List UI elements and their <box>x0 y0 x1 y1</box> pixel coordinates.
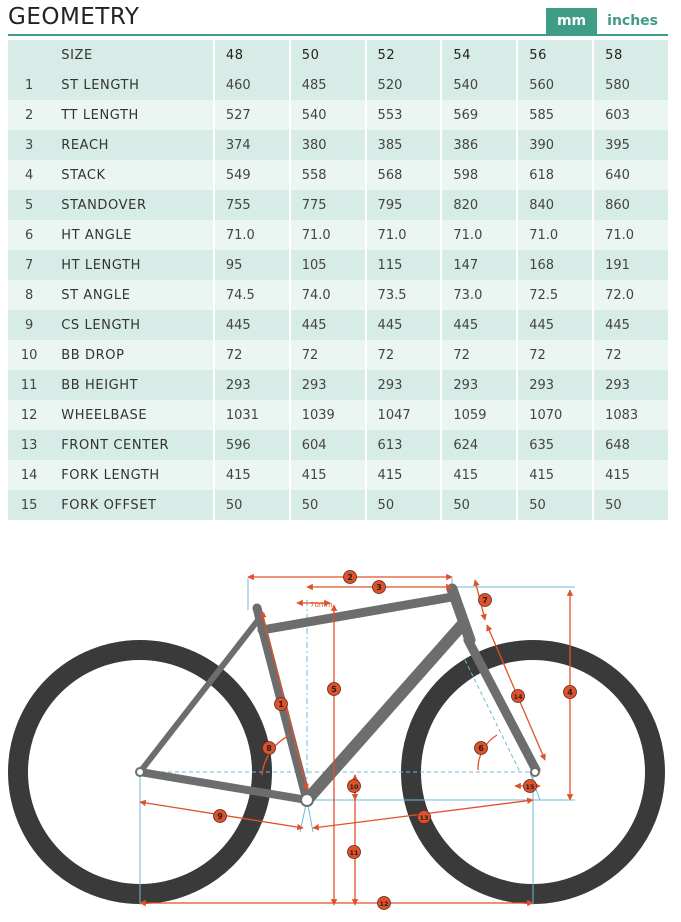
header-size-56: 56 <box>516 40 592 70</box>
row-value-size-54: 624 <box>440 430 516 460</box>
dimension-marker-11 <box>348 846 361 859</box>
row-value-size-58: 72 <box>592 340 668 370</box>
dimension-marker-label: 1 <box>278 700 284 709</box>
table-row <box>8 250 668 280</box>
row-value-size-54: 415 <box>440 460 516 490</box>
row-value-size-48: 415 <box>213 460 289 490</box>
dimension-marker-10 <box>348 780 361 793</box>
row-value-size-52: 445 <box>365 310 441 340</box>
row-number: 14 <box>8 460 50 490</box>
row-value-size-58: 191 <box>592 250 668 280</box>
row-measure-name: HT ANGLE <box>50 220 213 250</box>
row-value-size-58: 860 <box>592 190 668 220</box>
row-measure-name: FRONT CENTER <box>50 430 213 460</box>
row-value-size-48: 71.0 <box>213 220 289 250</box>
row-value-size-48: 1031 <box>213 400 289 430</box>
table-row <box>8 70 668 100</box>
dimension-marker-5 <box>328 683 341 696</box>
row-number: 6 <box>8 220 50 250</box>
row-value-size-58: 293 <box>592 370 668 400</box>
dimension-marker-8 <box>263 742 276 755</box>
header-size-52: 52 <box>365 40 441 70</box>
bike-geometry-diagram <box>0 555 681 922</box>
page-title: GEOMETRY <box>8 4 140 30</box>
dimension-marker-label: 7 <box>482 596 488 605</box>
row-value-size-52: 553 <box>365 100 441 130</box>
row-measure-name: FORK LENGTH <box>50 460 213 490</box>
row-value-size-48: 460 <box>213 70 289 100</box>
dimension-marker-label: 14 <box>513 693 523 701</box>
row-value-size-52: 385 <box>365 130 441 160</box>
dimension-marker-label: 11 <box>349 849 359 857</box>
rear-axle <box>136 768 144 776</box>
header-size-54: 54 <box>440 40 516 70</box>
table-row <box>8 340 668 370</box>
row-value-size-50: 485 <box>289 70 365 100</box>
row-measure-name: FORK OFFSET <box>50 490 213 520</box>
row-value-size-50: 72 <box>289 340 365 370</box>
row-value-size-48: 445 <box>213 310 289 340</box>
row-value-size-54: 1059 <box>440 400 516 430</box>
row-value-size-56: 168 <box>516 250 592 280</box>
row-value-size-56: 415 <box>516 460 592 490</box>
dimension-marker-9 <box>214 810 227 823</box>
dimension-marker-label: 4 <box>567 688 573 697</box>
row-value-size-52: 568 <box>365 160 441 190</box>
dimension-marker-label: 13 <box>419 814 429 822</box>
row-number: 8 <box>8 280 50 310</box>
table-row <box>8 490 668 520</box>
row-value-size-56: 72 <box>516 340 592 370</box>
dimension-marker-label: 2 <box>347 573 353 582</box>
dimension-marker-6 <box>475 742 488 755</box>
row-value-size-50: 775 <box>289 190 365 220</box>
row-value-size-50: 105 <box>289 250 365 280</box>
row-measure-name: REACH <box>50 130 213 160</box>
row-value-size-48: 527 <box>213 100 289 130</box>
row-value-size-56: 840 <box>516 190 592 220</box>
bottom-bracket <box>301 794 313 806</box>
header-size-50: 50 <box>289 40 365 70</box>
row-value-size-54: 72 <box>440 340 516 370</box>
table-row <box>8 400 668 430</box>
row-measure-name: CS LENGTH <box>50 310 213 340</box>
table-row <box>8 130 668 160</box>
row-value-size-54: 820 <box>440 190 516 220</box>
row-value-size-52: 520 <box>365 70 441 100</box>
row-measure-name: TT LENGTH <box>50 100 213 130</box>
unit-inches-button[interactable]: inches <box>607 13 658 29</box>
row-value-size-52: 72 <box>365 340 441 370</box>
row-value-size-58: 415 <box>592 460 668 490</box>
table-row <box>8 460 668 490</box>
row-value-size-48: 755 <box>213 190 289 220</box>
row-value-size-58: 445 <box>592 310 668 340</box>
row-measure-name: HT LENGTH <box>50 250 213 280</box>
row-number: 1 <box>8 70 50 100</box>
row-value-size-52: 415 <box>365 460 441 490</box>
table-row <box>8 430 668 460</box>
row-number: 4 <box>8 160 50 190</box>
row-number: 15 <box>8 490 50 520</box>
header-divider <box>8 34 668 36</box>
header-size-58: 58 <box>592 40 668 70</box>
row-value-size-56: 618 <box>516 160 592 190</box>
row-number: 3 <box>8 130 50 160</box>
row-value-size-48: 74.5 <box>213 280 289 310</box>
row-value-size-52: 1047 <box>365 400 441 430</box>
row-value-size-56: 585 <box>516 100 592 130</box>
row-value-size-50: 380 <box>289 130 365 160</box>
row-value-size-58: 580 <box>592 70 668 100</box>
row-value-size-56: 560 <box>516 70 592 100</box>
row-value-size-48: 596 <box>213 430 289 460</box>
row-value-size-54: 147 <box>440 250 516 280</box>
row-measure-name: STACK <box>50 160 213 190</box>
row-value-size-54: 73.0 <box>440 280 516 310</box>
row-number: 12 <box>8 400 50 430</box>
dimension-marker-1 <box>275 698 288 711</box>
row-value-size-50: 74.0 <box>289 280 365 310</box>
dimension-marker-2 <box>344 571 357 584</box>
row-value-size-56: 72.5 <box>516 280 592 310</box>
table-row <box>8 160 668 190</box>
header-size-label: SIZE <box>50 40 213 70</box>
row-number: 9 <box>8 310 50 340</box>
row-value-size-54: 445 <box>440 310 516 340</box>
dimension-marker-7 <box>479 594 492 607</box>
row-value-size-48: 549 <box>213 160 289 190</box>
header-size-48: 48 <box>213 40 289 70</box>
row-value-size-54: 386 <box>440 130 516 160</box>
dimension-marker-4 <box>564 686 577 699</box>
row-value-size-52: 613 <box>365 430 441 460</box>
dimension-marker-14 <box>512 690 525 703</box>
dimension-marker-12 <box>378 897 391 910</box>
dimension-marker-13 <box>418 811 431 824</box>
dimension-marker-label: 8 <box>266 744 272 753</box>
dimension-marker-label: 15 <box>525 783 535 791</box>
row-measure-name: BB DROP <box>50 340 213 370</box>
row-value-size-58: 72.0 <box>592 280 668 310</box>
row-number: 2 <box>8 100 50 130</box>
dimension-marker-label: 6 <box>478 744 484 753</box>
row-value-size-48: 293 <box>213 370 289 400</box>
row-number: 7 <box>8 250 50 280</box>
table-row <box>8 310 668 340</box>
row-value-size-48: 72 <box>213 340 289 370</box>
row-value-size-56: 445 <box>516 310 592 340</box>
row-value-size-56: 293 <box>516 370 592 400</box>
row-value-size-58: 640 <box>592 160 668 190</box>
unit-mm-button[interactable]: mm <box>546 8 597 34</box>
row-value-size-50: 71.0 <box>289 220 365 250</box>
row-value-size-50: 1039 <box>289 400 365 430</box>
row-value-size-48: 95 <box>213 250 289 280</box>
row-value-size-52: 71.0 <box>365 220 441 250</box>
row-value-size-52: 73.5 <box>365 280 441 310</box>
dimension-marker-label: 5 <box>331 685 337 694</box>
row-value-size-52: 795 <box>365 190 441 220</box>
dimension-marker-3 <box>373 581 386 594</box>
row-value-size-48: 374 <box>213 130 289 160</box>
row-value-size-56: 1070 <box>516 400 592 430</box>
row-value-size-54: 50 <box>440 490 516 520</box>
geometry-header <box>8 0 668 36</box>
row-value-size-58: 71.0 <box>592 220 668 250</box>
table-body <box>8 70 668 520</box>
row-value-size-50: 445 <box>289 310 365 340</box>
row-value-size-54: 540 <box>440 70 516 100</box>
front-axle <box>531 768 539 776</box>
row-value-size-48: 50 <box>213 490 289 520</box>
row-measure-name: BB HEIGHT <box>50 370 213 400</box>
table-header-row <box>8 40 668 70</box>
row-value-size-58: 603 <box>592 100 668 130</box>
row-value-size-54: 598 <box>440 160 516 190</box>
row-value-size-54: 71.0 <box>440 220 516 250</box>
dimension-marker-label: 12 <box>379 900 389 908</box>
dimension-marker-15 <box>524 780 537 793</box>
row-value-size-50: 415 <box>289 460 365 490</box>
row-value-size-50: 540 <box>289 100 365 130</box>
row-value-size-52: 50 <box>365 490 441 520</box>
row-value-size-58: 648 <box>592 430 668 460</box>
row-value-size-54: 293 <box>440 370 516 400</box>
row-number: 11 <box>8 370 50 400</box>
row-value-size-56: 635 <box>516 430 592 460</box>
table-row <box>8 220 668 250</box>
row-value-size-56: 390 <box>516 130 592 160</box>
table-row <box>8 370 668 400</box>
row-value-size-56: 50 <box>516 490 592 520</box>
geometry-table <box>8 40 668 520</box>
row-value-size-58: 1083 <box>592 400 668 430</box>
row-value-size-52: 115 <box>365 250 441 280</box>
row-value-size-54: 569 <box>440 100 516 130</box>
header-number-cell <box>8 40 50 70</box>
row-value-size-50: 558 <box>289 160 365 190</box>
row-number: 13 <box>8 430 50 460</box>
row-measure-name: WHEELBASE <box>50 400 213 430</box>
dimension-marker-label: 3 <box>376 583 382 592</box>
row-measure-name: ST LENGTH <box>50 70 213 100</box>
row-number: 10 <box>8 340 50 370</box>
row-value-size-50: 50 <box>289 490 365 520</box>
table-row <box>8 100 668 130</box>
row-value-size-58: 50 <box>592 490 668 520</box>
row-measure-name: ST ANGLE <box>50 280 213 310</box>
table-row <box>8 280 668 310</box>
table-row <box>8 190 668 220</box>
row-value-size-50: 293 <box>289 370 365 400</box>
row-measure-name: STANDOVER <box>50 190 213 220</box>
unit-toggle <box>546 8 668 34</box>
row-value-size-50: 604 <box>289 430 365 460</box>
row-number: 5 <box>8 190 50 220</box>
row-value-size-52: 293 <box>365 370 441 400</box>
seat-offset-note: 70mm <box>310 601 333 609</box>
row-value-size-56: 71.0 <box>516 220 592 250</box>
dimension-marker-label: 9 <box>217 812 223 821</box>
row-value-size-58: 395 <box>592 130 668 160</box>
dimension-marker-label: 10 <box>349 783 359 791</box>
